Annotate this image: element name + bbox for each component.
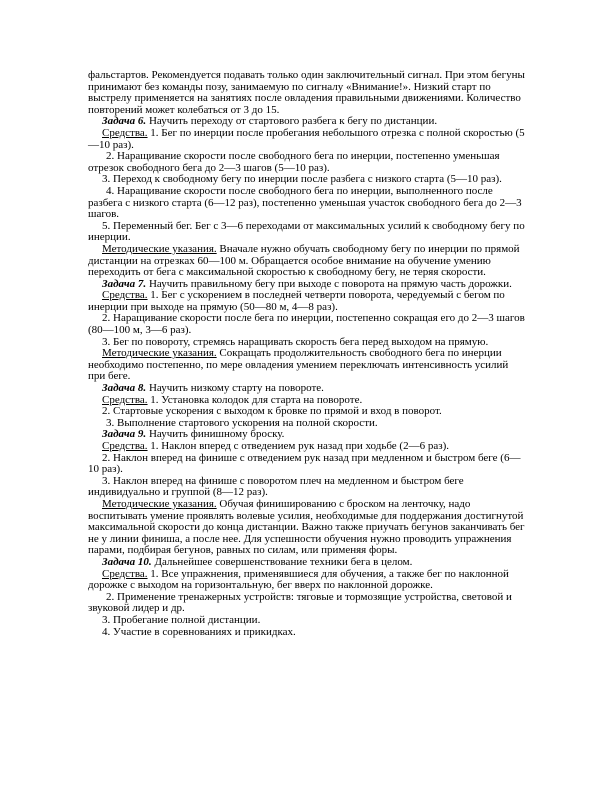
paragraph-text: 4. Участие в соревнованиях и прикидках. xyxy=(102,625,296,638)
paragraph xyxy=(88,476,528,499)
section-label: Методические указания. xyxy=(102,347,217,360)
section-label: Средства. xyxy=(102,289,148,302)
paragraph-text: 2. Наклон вперед на финише с отведением рук назад при медленном и быстром беге (6—10 раз). xyxy=(88,451,521,476)
paragraph-text: 1. Установка колодок для старта на повороте. xyxy=(147,393,363,406)
paragraph-text: 1. Наклон вперед с отведением рук назад при ходьбе (2—6 раз). xyxy=(147,440,449,452)
paragraph-text: Научить правильному бегу при выходе с поворота на прямую часть дорожки. xyxy=(146,277,512,290)
paragraph-text: Вначале нужно обучать свободному бегу по инерции по прямой дистанции на отрезках 60—100 м. Обращается особое внимание на обучение умению переходить от бега с максимальной скоростью к свободному бегу, не теряя скорости. xyxy=(88,242,520,279)
paragraph xyxy=(88,627,528,639)
paragraph-text: 3. Пробегание полной дистанции. xyxy=(102,613,261,626)
paragraph-text: 2. Наращивание скорости после свободного бега по инерции, постепенно уменьшая отрезок свободного бега до 2—3 шагов (5—10 раз). xyxy=(88,150,500,174)
paragraph xyxy=(88,348,528,383)
paragraph-text: 2. Наращивание скорости после бега по инерции, постепенно сокращая его до 2—3 шагов (80—100 м, 3—6 раз). xyxy=(88,312,525,337)
section-label: Средства. xyxy=(102,126,148,139)
paragraph-text: 4. Наращивание скорости после свободного бега по инерции, выполненного после разбега с низкого старта (6—12 раз), постепенно уменьшая участок свободного бега до 2—3 шагов. xyxy=(88,184,522,221)
paragraph-text: Научить финишному броску. xyxy=(146,428,285,441)
paragraph-text: 1. Бег по инерции после пробегания небольшого отрезка с полной скоростью (5—10 раз). xyxy=(88,126,525,151)
paragraph xyxy=(88,290,528,313)
paragraph-text: Сокращать продолжительность свободного бега по инерции необходимо постепенно, по мере овладения умением переключать интенсивность усилий при беге. xyxy=(88,347,509,383)
task-heading: Задача 6. xyxy=(102,115,147,128)
section-label: Средства. xyxy=(102,567,148,580)
paragraph-text: 5. Переменный бег. Бег с 3—6 переходами от максимальных усилий к свободному бегу по инерции. xyxy=(88,219,525,244)
paragraph-text: фальстартов. Рекомендуется подавать только один заключительный сигнал. При этом бегуны принимают без команды позу, занимаемую по сигналу «Внимание!». Низкий старт по выстрелу применяется на занятиях после овладения правильными движениями. Количество повторений может колебаться от 3 до 15. xyxy=(88,69,525,116)
paragraph xyxy=(88,186,528,221)
task-heading: Задача 7. xyxy=(102,277,147,290)
paragraph xyxy=(88,499,528,557)
paragraph xyxy=(88,313,528,336)
paragraph xyxy=(88,221,528,244)
section-label: Средства. xyxy=(102,393,148,406)
paragraph xyxy=(88,453,528,476)
paragraph-text: Дальнейшее совершенствование техники бега в целом. xyxy=(151,555,413,568)
paragraph-text: Обучая финишированию с броском на ленточку, надо воспитывать умение проявлять волевые усилия, необходимые для поддержания достигнутой максимальной скорости до конца дистанции. Важно также приучать бегунов заканчивать бег не у линии финиша, а после нее. Для успешности обучения нужно проводить упражнения парами, подбирая бегунов, равных по силам, или применяя форы. xyxy=(88,497,525,557)
section-label: Средства. xyxy=(102,440,148,452)
paragraph-text: 1. Бег с ускорением в последней четверти поворота, чередуемый с бегом по инерции при выходе на прямую (50—80 м, 4—8 раз). xyxy=(88,289,505,313)
paragraph-text: 3. Бег по повороту, стремясь наращивать скорость бега перед выходом на прямую. xyxy=(102,335,489,348)
document-page xyxy=(88,70,528,638)
paragraph-text: 3. Наклон вперед на финише с поворотом плеч на медленном и быстром беге индивидуально и группой (8—12 раз). xyxy=(88,474,464,499)
paragraph xyxy=(88,128,528,151)
section-label: Методические указания. xyxy=(102,242,217,255)
paragraph-text: 2. Стартовые ускорения с выходом к бровке по прямой и вход в поворот. xyxy=(102,405,442,418)
paragraph-text: 2. Применение тренажерных устройств: тяговые и тормозящие устройства, световой и звуковой лидер и др. xyxy=(88,590,512,615)
paragraph-text: 3. Переход к свободному бегу по инерции после разбега с низкого старта (5—10 раз). xyxy=(102,173,502,186)
paragraph xyxy=(88,70,528,116)
paragraph-text: 3. Выполнение стартового ускорения на полной скорости. xyxy=(106,416,378,429)
paragraph xyxy=(88,151,528,174)
paragraph-text: 1. Все упражнения, применявшиеся для обучения, а также бег по наклонной дорожке с выходом на горизонтальную, бег вверх по наклонной дорожке. xyxy=(88,567,509,592)
section-label: Методические указания. xyxy=(102,497,217,510)
task-heading: Задача 10. xyxy=(102,555,152,568)
task-heading: Задача 8. xyxy=(102,382,147,395)
paragraph xyxy=(88,244,528,279)
paragraph xyxy=(88,569,528,592)
paragraph xyxy=(88,592,528,615)
paragraph-text: Научить низкому старту на повороте. xyxy=(146,382,324,395)
paragraph-text: Научить переходу от стартового разбега к бегу по дистанции. xyxy=(146,115,438,128)
task-heading: Задача 9. xyxy=(102,428,147,441)
